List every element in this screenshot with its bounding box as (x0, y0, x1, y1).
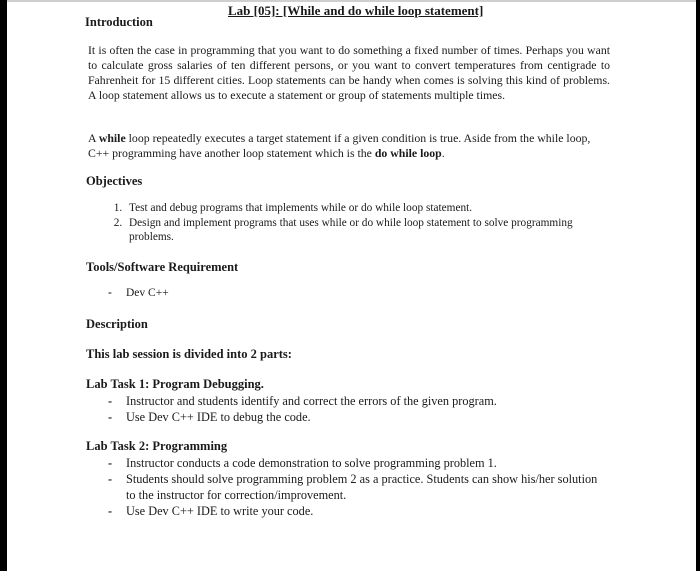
bold-while: while (98, 131, 126, 145)
objective-item: 2. Design and implement programs that uses while or do while loop statement to solve programming problems. (125, 216, 585, 245)
task2-item: - Instructor conducts a code demonstration to solve programming problem 1. (106, 455, 606, 471)
task2-item: - Use Dev C++ IDE to write your code. (106, 503, 606, 519)
left-border (0, 0, 7, 571)
session-intro: This lab session is divided into 2 parts: (86, 347, 292, 361)
objective-item: 1. Test and debug programs that implements while or do while loop statement. (125, 201, 585, 216)
right-border (696, 0, 700, 571)
document-title: Lab [05]: [While and do while loop statement] (228, 3, 484, 18)
task2-item: - Students should solve programming problem 2 as a practice. Students can show his/her solution to the instructor for correction/improvement. (106, 471, 606, 503)
intro-paragraph-2 (88, 131, 598, 161)
bold-do-while-loop: do while loop (374, 146, 442, 160)
text-span: loop repeatedly executes a target statement if a given condition is true. Aside from the while loop, C++ programming have another loop statement which is the (88, 131, 591, 160)
top-edge (0, 0, 700, 2)
description-heading: Description (86, 317, 148, 331)
task1-list (106, 393, 566, 425)
tools-heading: Tools/Software Requirement (86, 260, 239, 274)
intro-paragraph-1: It is often the case in programming that you want to do something a fixed number of times. Perhaps you want to calculate gross salaries of ten different persons, or you want to convert temperatures from centigrade to Fahrenheit for 15 different cities. Loop statements can be handy when comes is solving this kind of problems. A loop statement allows us to execute a statement or group of statements multiple times. (88, 43, 610, 102)
text-span: . (441, 146, 445, 160)
task1-item: - Instructor and students identify and correct the errors of the given program. (106, 393, 566, 409)
objectives-list (88, 201, 585, 245)
task2-heading: Lab Task 2: Programming (86, 439, 228, 453)
text-span: A (88, 131, 99, 145)
tool-item: - Dev C++ (106, 285, 169, 301)
task1-heading: Lab Task 1: Program Debugging. (86, 377, 264, 391)
task2-list (106, 455, 606, 519)
tools-list (106, 285, 169, 301)
objectives-heading: Objectives (86, 174, 143, 188)
task1-item: - Use Dev C++ IDE to debug the code. (106, 409, 566, 425)
introduction-heading: Introduction (85, 15, 153, 29)
